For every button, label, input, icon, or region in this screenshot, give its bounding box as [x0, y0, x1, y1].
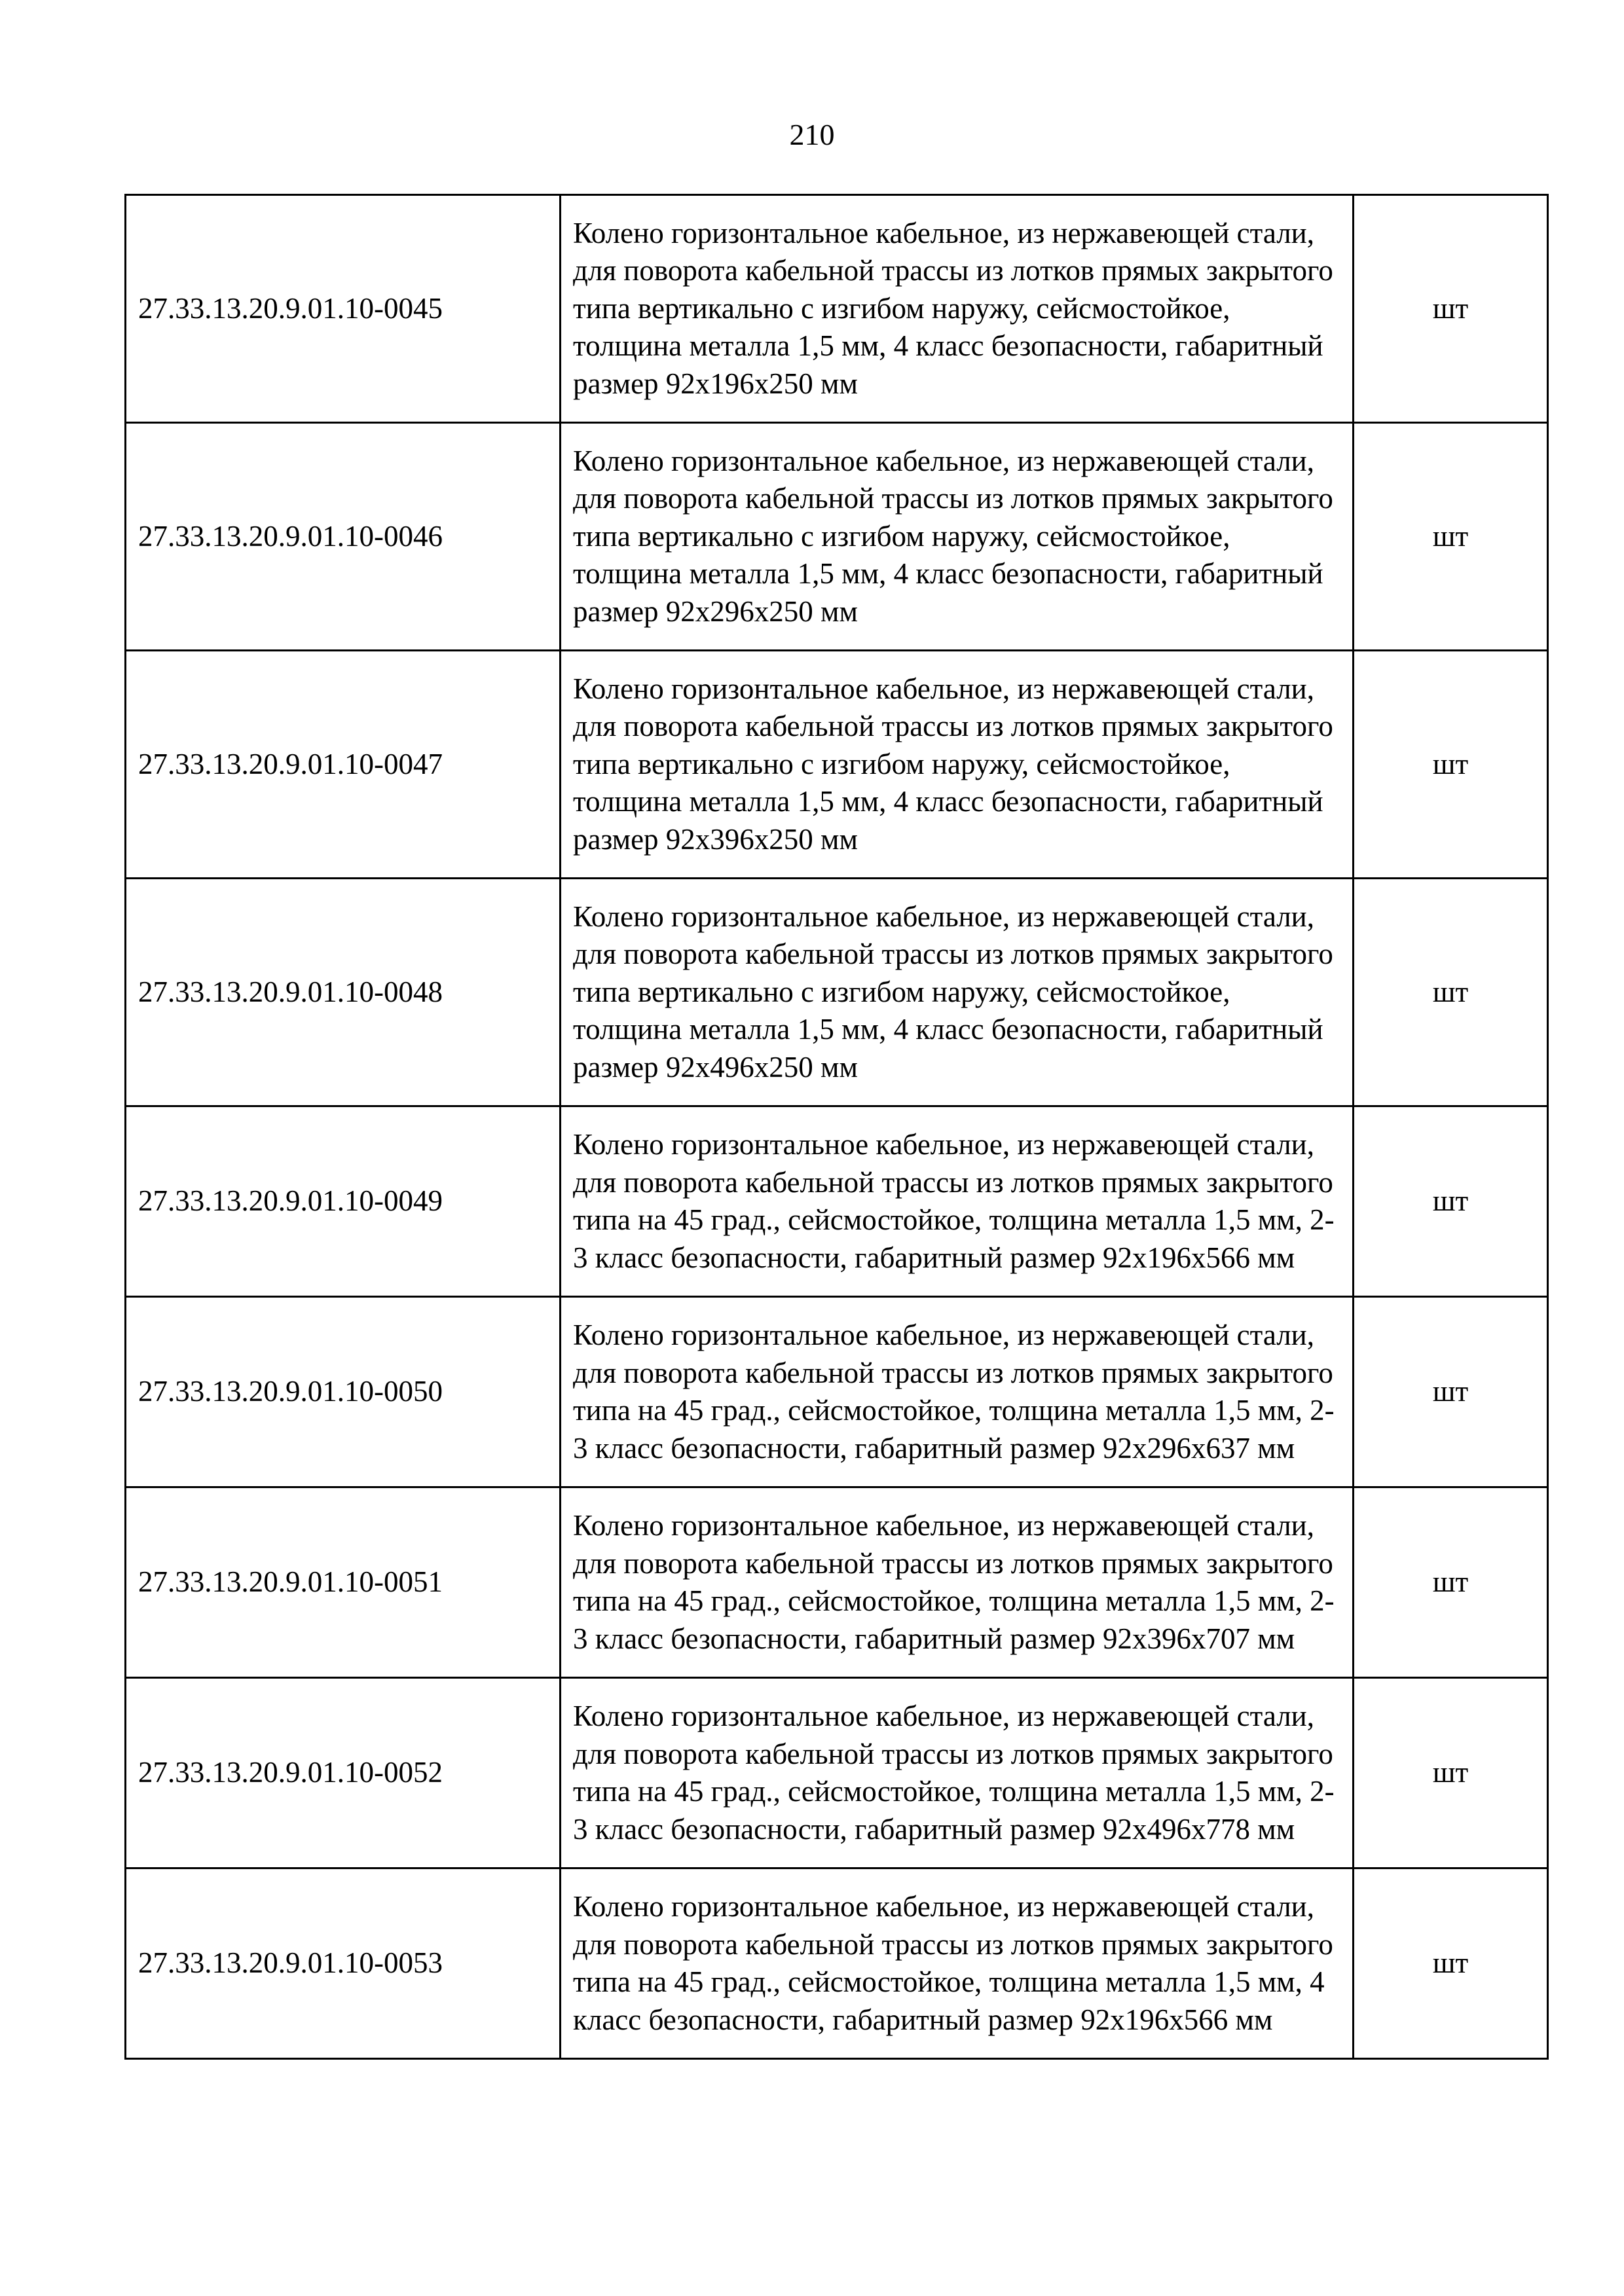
unit-of-measure: шт — [1354, 879, 1548, 1106]
resource-code: 27.33.13.20.9.01.10-0052 — [126, 1678, 561, 1868]
resource-code: 27.33.13.20.9.01.10-0053 — [126, 1868, 561, 2059]
unit-of-measure: шт — [1354, 1868, 1548, 2059]
resource-description: Колено горизонтальное кабельное, из нержавеющей стали, для поворота кабельной трассы из лотков прямых закрытого типа вертикально с изгибом наружу, сейсмостойкое, толщина металла 1,5 мм, 4 класс безопасности, габаритный размер 92х396х250 мм — [561, 651, 1354, 879]
resource-description: Колено горизонтальное кабельное, из нержавеющей стали, для поворота кабельной трассы из лотков прямых закрытого типа на 45 град., сейсмостойкое, толщина металла 1,5 мм, 2-3 класс безопасности, габаритный размер 92х296х637 мм — [561, 1297, 1354, 1487]
table-row — [126, 879, 1548, 1106]
table-row — [126, 1297, 1548, 1487]
unit-of-measure: шт — [1354, 195, 1548, 423]
unit-of-measure: шт — [1354, 1106, 1548, 1297]
resource-code: 27.33.13.20.9.01.10-0046 — [126, 423, 561, 651]
resource-description: Колено горизонтальное кабельное, из нержавеющей стали, для поворота кабельной трассы из лотков прямых закрытого типа на 45 град., сейсмостойкое, толщина металла 1,5 мм, 2-3 класс безопасности, габаритный размер 92х196х566 мм — [561, 1106, 1354, 1297]
resource-description: Колено горизонтальное кабельное, из нержавеющей стали, для поворота кабельной трассы из лотков прямых закрытого типа вертикально с изгибом наружу, сейсмостойкое, толщина металла 1,5 мм, 4 класс безопасности, габаритный размер 92х496х250 мм — [561, 879, 1354, 1106]
resource-code: 27.33.13.20.9.01.10-0050 — [126, 1297, 561, 1487]
resource-description: Колено горизонтальное кабельное, из нержавеющей стали, для поворота кабельной трассы из лотков прямых закрытого типа вертикально с изгибом наружу, сейсмостойкое, толщина металла 1,5 мм, 4 класс безопасности, габаритный размер 92х296х250 мм — [561, 423, 1354, 651]
table-row — [126, 1678, 1548, 1868]
table-row — [126, 651, 1548, 879]
resource-description: Колено горизонтальное кабельное, из нержавеющей стали, для поворота кабельной трассы из лотков прямых закрытого типа на 45 град., сейсмостойкое, толщина металла 1,5 мм, 2-3 класс безопасности, габаритный размер 92х396х707 мм — [561, 1487, 1354, 1678]
resource-table — [124, 194, 1549, 2060]
resource-code: 27.33.13.20.9.01.10-0047 — [126, 651, 561, 879]
resource-code: 27.33.13.20.9.01.10-0051 — [126, 1487, 561, 1678]
table-row — [126, 1487, 1548, 1678]
unit-of-measure: шт — [1354, 1678, 1548, 1868]
unit-of-measure: шт — [1354, 1297, 1548, 1487]
table-row — [126, 1868, 1548, 2059]
table-row — [126, 423, 1548, 651]
resource-description: Колено горизонтальное кабельное, из нержавеющей стали, для поворота кабельной трассы из лотков прямых закрытого типа на 45 град., сейсмостойкое, толщина металла 1,5 мм, 2-3 класс безопасности, габаритный размер 92х496х778 мм — [561, 1678, 1354, 1868]
resource-description: Колено горизонтальное кабельное, из нержавеющей стали, для поворота кабельной трассы из лотков прямых закрытого типа на 45 град., сейсмостойкое, толщина металла 1,5 мм, 4 класс безопасности, габаритный размер 92х196х566 мм — [561, 1868, 1354, 2059]
resource-description: Колено горизонтальное кабельное, из нержавеющей стали, для поворота кабельной трассы из лотков прямых закрытого типа вертикально с изгибом наружу, сейсмостойкое, толщина металла 1,5 мм, 4 класс безопасности, габаритный размер 92х196х250 мм — [561, 195, 1354, 423]
page-number: 210 — [789, 118, 835, 151]
unit-of-measure: шт — [1354, 423, 1548, 651]
resource-code: 27.33.13.20.9.01.10-0049 — [126, 1106, 561, 1297]
resource-code: 27.33.13.20.9.01.10-0045 — [126, 195, 561, 423]
table-row — [126, 1106, 1548, 1297]
unit-of-measure: шт — [1354, 1487, 1548, 1678]
table-row — [126, 195, 1548, 423]
unit-of-measure: шт — [1354, 651, 1548, 879]
resource-code: 27.33.13.20.9.01.10-0048 — [126, 879, 561, 1106]
